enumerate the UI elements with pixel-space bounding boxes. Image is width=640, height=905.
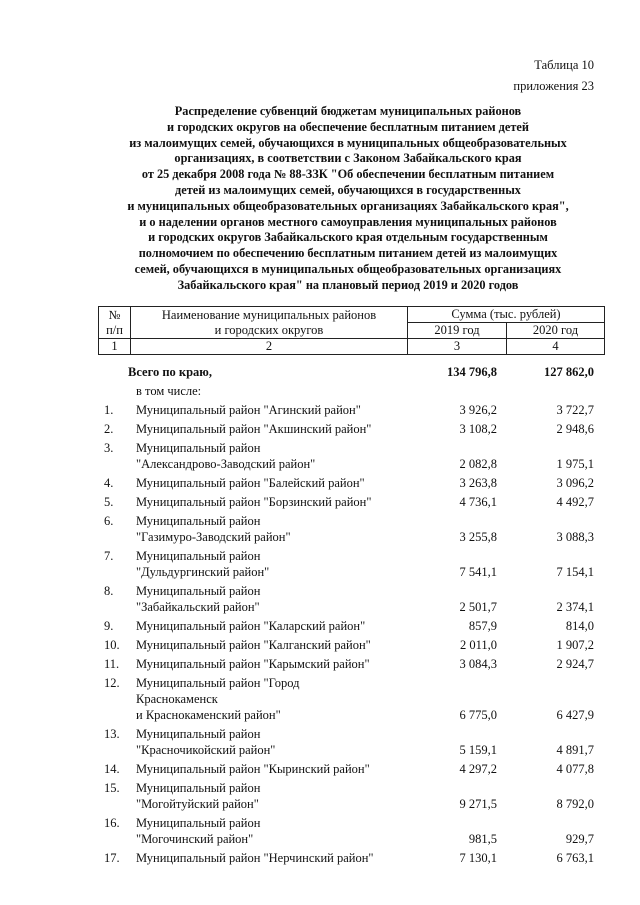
table-row	[0, 513, 640, 545]
row-value-2019: 981,5	[468, 832, 497, 846]
row-name: Муниципальный район "Красночикойский район"	[136, 727, 276, 757]
row-value-2020: 1 975,1	[556, 457, 594, 471]
row-number: 17.	[104, 851, 120, 865]
table-row	[0, 494, 640, 510]
row-value-2019: 3 108,2	[459, 422, 497, 436]
row-value-2019: 6 775,0	[459, 708, 497, 722]
row-value-2020: 3 088,3	[556, 530, 594, 544]
row-number: 3.	[104, 441, 114, 455]
row-value-2019: 3 255,8	[459, 530, 497, 544]
row-value-2019: 3 084,3	[459, 657, 497, 671]
row-number: 13.	[104, 727, 120, 741]
row-value-2020: 6 763,1	[556, 851, 594, 865]
document-title: Распределение субвенций бюджетам муниципальных районов и городских округов на обеспечение бесплатным питанием детей из малоимущих семей, обучающихся в муниципальных общеобразовательных организациях, в соответствии с Законом Забайкальского края от 25 декабря 2008 года № 88-ЗЗК "Об обеспечении бесплатным питанием детей из малоимущих семей, обучающихся в государственных и муниципальных общеобразовательных организациях Забайкальского края", и о наделении органов местного самоуправления муниципальных районов и городских округов Забайкальского края отдельным государственным полномочием по обеспечению бесплатным питанием детей из малоимущих семей, обучающихся в муниципальных общеобразовательных организациях Забайкальского края" на плановый период 2019 и 2020 годов	[127, 104, 569, 292]
row-number: 2.	[104, 422, 114, 436]
row-value-2020: 8 792,0	[556, 797, 594, 811]
row-name: Муниципальный район "Могойтуйский район"	[136, 781, 261, 811]
row-name: Муниципальный район "Город Краснокаменск и Краснокаменский район"	[136, 676, 300, 722]
row-name: Муниципальный район "Газимуро-Заводский район"	[136, 514, 291, 544]
row-value-2019: 5 159,1	[459, 743, 497, 757]
table-row	[0, 675, 640, 723]
row-number: 7.	[104, 549, 114, 563]
col-index: 3	[408, 339, 507, 355]
row-value-2020: 7 154,1	[556, 565, 594, 579]
row-value-2019: 4 297,2	[459, 762, 497, 776]
table-header	[98, 306, 605, 355]
row-value-2019: 2 011,0	[459, 638, 497, 652]
row-value-2019: 857,9	[468, 619, 497, 633]
row-value-2019: 4 736,1	[459, 495, 497, 509]
row-name: Муниципальный район "Александрово-Заводский район"	[136, 441, 316, 471]
col-2019-header: 2019 год	[408, 323, 507, 339]
row-name: Муниципальный район "Акшинский район"	[136, 422, 372, 436]
annex-reference: приложения 23	[513, 79, 594, 93]
row-value-2019: 3 926,2	[459, 403, 497, 417]
row-name: Муниципальный район "Агинский район"	[136, 403, 361, 417]
row-value-2020: 2 374,1	[556, 600, 594, 614]
row-value-2020: 2 948,6	[556, 422, 594, 436]
row-name: Муниципальный район "Кыринский район"	[136, 762, 370, 776]
row-value-2020: 4 891,7	[556, 743, 594, 757]
table-row	[0, 637, 640, 653]
col-index: 4	[507, 339, 605, 355]
table-row	[0, 583, 640, 615]
total-2019: 134 796,8	[447, 365, 497, 379]
row-number: 1.	[104, 403, 114, 417]
row-value-2020: 3 722,7	[556, 403, 594, 417]
table-row	[0, 815, 640, 847]
table-row	[0, 475, 640, 491]
total-row	[0, 364, 640, 380]
row-value-2019: 2 082,8	[459, 457, 497, 471]
row-number: 15.	[104, 781, 120, 795]
row-value-2020: 4 077,8	[556, 762, 594, 776]
table-row	[0, 656, 640, 672]
row-name: Муниципальный район "Балейский район"	[136, 476, 365, 490]
row-number: 6.	[104, 514, 114, 528]
table-row	[0, 726, 640, 758]
including-row	[0, 383, 640, 399]
row-value-2020: 929,7	[565, 832, 594, 846]
table-row	[0, 850, 640, 866]
row-value-2020: 4 492,7	[556, 495, 594, 509]
row-value-2019: 7 130,1	[459, 851, 497, 865]
row-value-2019: 2 501,7	[459, 600, 497, 614]
row-number: 8.	[104, 584, 114, 598]
row-number: 4.	[104, 476, 114, 490]
table-row	[0, 780, 640, 812]
row-name: Муниципальный район "Дульдургинский район"	[136, 549, 270, 579]
row-value-2020: 2 924,7	[556, 657, 594, 671]
row-value-2019: 9 271,5	[459, 797, 497, 811]
row-value-2020: 6 427,9	[556, 708, 594, 722]
row-name: Муниципальный район "Каларский район"	[136, 619, 366, 633]
row-value-2019: 7 541,1	[459, 565, 497, 579]
row-number: 12.	[104, 676, 120, 690]
row-number: 9.	[104, 619, 114, 633]
col-2020-header: 2020 год	[507, 323, 605, 339]
including-label: в том числе:	[136, 384, 202, 398]
row-value-2020: 3 096,2	[556, 476, 594, 490]
row-name: Муниципальный район "Забайкальский район"	[136, 584, 261, 614]
table-row	[0, 421, 640, 437]
table-reference: Таблица 10	[534, 58, 594, 72]
row-name: Муниципальный район "Борзинский район"	[136, 495, 372, 509]
row-value-2019: 3 263,8	[459, 476, 497, 490]
col-name-header: Наименование муниципальных районов и городских округов	[131, 307, 408, 339]
col-index: 1	[99, 339, 131, 355]
total-2020: 127 862,0	[544, 365, 594, 379]
row-number: 14.	[104, 762, 120, 776]
col-sum-header: Сумма (тыс. рублей)	[408, 307, 605, 323]
row-value-2020: 1 907,2	[556, 638, 594, 652]
table-row	[0, 548, 640, 580]
row-name: Муниципальный район "Карымский район"	[136, 657, 370, 671]
row-number: 11.	[104, 657, 120, 671]
table-row	[0, 440, 640, 472]
col-number-header: № п/п	[99, 307, 131, 339]
row-value-2020: 814,0	[565, 619, 594, 633]
total-label: Всего по краю,	[128, 365, 212, 379]
table-row	[0, 761, 640, 777]
col-index: 2	[131, 339, 408, 355]
row-number: 5.	[104, 495, 114, 509]
row-name: Муниципальный район "Могочинский район"	[136, 816, 261, 846]
row-name: Муниципальный район "Нерчинский район"	[136, 851, 374, 865]
row-number: 10.	[104, 638, 120, 652]
row-number: 16.	[104, 816, 120, 830]
row-name: Муниципальный район "Калганский район"	[136, 638, 371, 652]
table-body	[0, 364, 640, 869]
table-row	[0, 402, 640, 418]
table-row	[0, 618, 640, 634]
